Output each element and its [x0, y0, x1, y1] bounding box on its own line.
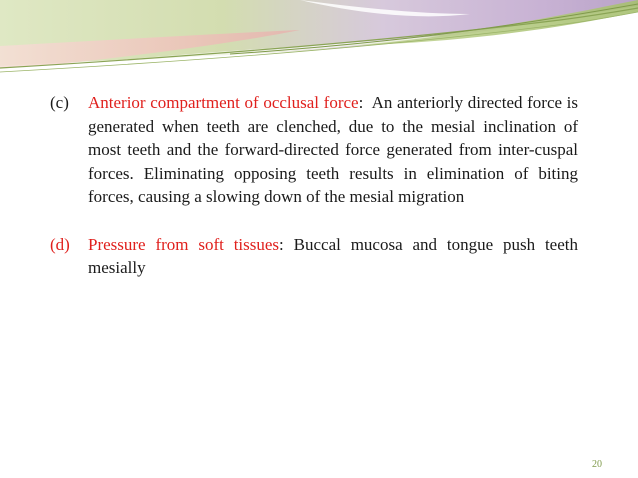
point-c-body: An anteriorly directed force is generated when teeth are clenched, due to the mesial inclination of most teeth and the forward-directed force generated from inter-cuspal forces. Eliminating opposing teeth results in elimination of biting forces, causing a slowing down of the mesial migration [88, 93, 579, 206]
point-c-label [50, 91, 69, 115]
slide-body [50, 91, 578, 280]
point-d-label-text: (d) [50, 234, 70, 254]
point-d-term: Pressure from soft tissues [88, 234, 280, 254]
point-d-label [50, 233, 70, 257]
point-c-separator: : [358, 93, 364, 112]
point-c-term: Anterior compartment of occlusal force [88, 93, 359, 112]
point-d-separator: : [279, 234, 284, 254]
point-d-body: Buccal mucosa and tongue push teeth mesially [88, 234, 578, 277]
page-number: 20 [592, 459, 602, 470]
header-swoosh-decoration [0, 0, 638, 80]
point-d [50, 233, 578, 280]
point-c [50, 91, 578, 209]
point-c-label-text: (c) [50, 93, 69, 112]
